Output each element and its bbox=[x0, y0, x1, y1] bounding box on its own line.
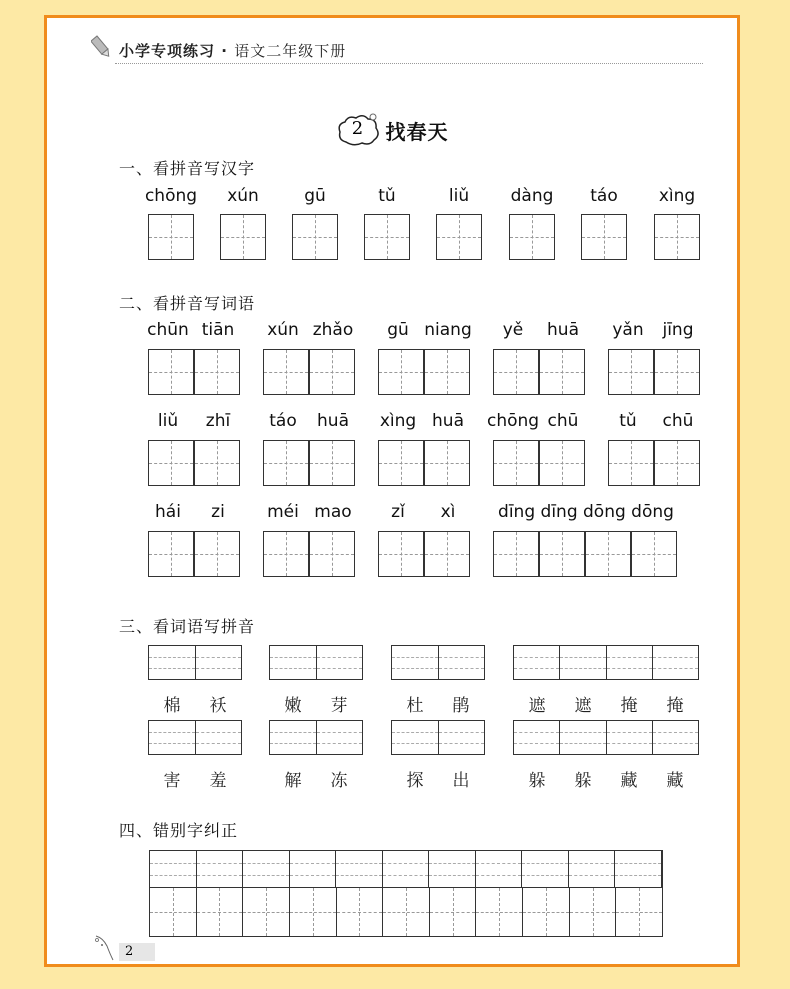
swirl-decoration-icon bbox=[93, 932, 117, 962]
hanzi-char: 芽 bbox=[330, 696, 348, 716]
pinyin-cell[interactable] bbox=[429, 851, 476, 887]
pinyin-writing-row[interactable] bbox=[269, 720, 363, 755]
tianzige-box[interactable] bbox=[424, 440, 470, 486]
pinyin-label: chūn bbox=[147, 320, 189, 340]
tianzige-box[interactable] bbox=[148, 214, 194, 260]
pinyin-label: zhǎo bbox=[312, 320, 354, 340]
lesson-number: 2 bbox=[351, 118, 364, 139]
pinyin-label: tǔ bbox=[378, 186, 396, 206]
hanzi-char: 遮 bbox=[574, 696, 592, 716]
tianzige-box[interactable] bbox=[378, 349, 424, 395]
pinyin-cell[interactable] bbox=[615, 851, 662, 887]
pinyin-cell[interactable] bbox=[607, 646, 653, 679]
tianzige-box[interactable] bbox=[539, 531, 585, 577]
tianzige-box[interactable] bbox=[378, 531, 424, 577]
pinyin-cell[interactable] bbox=[196, 646, 242, 679]
pinyin-cell[interactable] bbox=[317, 721, 363, 754]
pinyin-label: huā bbox=[317, 411, 349, 431]
tianzige-box[interactable] bbox=[608, 440, 654, 486]
pinyin-label: tǔ bbox=[619, 411, 637, 431]
pinyin-label: xún bbox=[227, 186, 259, 206]
header-separator: · bbox=[221, 42, 228, 60]
pinyin-cell[interactable] bbox=[196, 721, 242, 754]
pinyin-writing-row[interactable] bbox=[148, 720, 242, 755]
tianzige-cell[interactable] bbox=[430, 888, 477, 936]
pinyin-label: xìng bbox=[658, 186, 696, 206]
tianzige-box[interactable] bbox=[309, 531, 355, 577]
tianzige-box[interactable] bbox=[539, 349, 585, 395]
hanzi-char: 躲 bbox=[574, 771, 592, 791]
pinyin-label: chū bbox=[547, 411, 579, 431]
pinyin-cell[interactable] bbox=[392, 721, 439, 754]
worksheet-page bbox=[44, 15, 740, 967]
pinyin-label: méi bbox=[267, 502, 299, 522]
tianzige-cell[interactable] bbox=[150, 888, 197, 936]
pinyin-cell[interactable] bbox=[560, 721, 606, 754]
section3-title: 三、看词语写拼音 bbox=[119, 617, 256, 636]
header-title bbox=[119, 40, 346, 61]
pinyin-cell[interactable] bbox=[197, 851, 244, 887]
tianzige-cell[interactable] bbox=[616, 888, 662, 936]
pinyin-cell[interactable] bbox=[514, 646, 560, 679]
pinyin-writing-row[interactable] bbox=[391, 645, 485, 680]
tianzige-cell[interactable] bbox=[243, 888, 290, 936]
pinyin-label: táo bbox=[590, 186, 618, 206]
tianzige-box[interactable] bbox=[148, 531, 194, 577]
pinyin-cell[interactable] bbox=[653, 646, 698, 679]
pinyin-writing-row[interactable] bbox=[148, 645, 242, 680]
pinyin-cell[interactable] bbox=[383, 851, 430, 887]
tianzige-box[interactable] bbox=[220, 214, 266, 260]
correction-grid[interactable] bbox=[149, 850, 663, 937]
section1-title: 一、看拼音写汉字 bbox=[119, 159, 256, 178]
tianzige-cell[interactable] bbox=[570, 888, 617, 936]
pinyin-writing-row[interactable] bbox=[513, 645, 699, 680]
pinyin-cell[interactable] bbox=[476, 851, 523, 887]
pinyin-label: jīng bbox=[662, 320, 694, 340]
pinyin-cell[interactable] bbox=[336, 851, 383, 887]
tianzige-box[interactable] bbox=[309, 349, 355, 395]
tianzige-box[interactable] bbox=[424, 531, 470, 577]
hanzi-char: 羞 bbox=[209, 771, 227, 791]
pinyin-cell[interactable] bbox=[560, 646, 606, 679]
tianzige-box[interactable] bbox=[424, 349, 470, 395]
pinyin-label: xún bbox=[267, 320, 299, 340]
pinyin-cell[interactable] bbox=[243, 851, 290, 887]
pinyin-label: dīng dīng dōng dōng bbox=[498, 502, 674, 522]
tianzige-box[interactable] bbox=[148, 349, 194, 395]
hanzi-char: 害 bbox=[163, 771, 181, 791]
pinyin-label: liǔ bbox=[448, 186, 470, 206]
page-number: 2 bbox=[119, 943, 155, 961]
pinyin-cell[interactable] bbox=[514, 721, 560, 754]
pinyin-label: zǐ bbox=[391, 502, 405, 522]
tianzige-box[interactable] bbox=[364, 214, 410, 260]
pinyin-writing-row[interactable] bbox=[391, 720, 485, 755]
tianzige-box[interactable] bbox=[654, 440, 700, 486]
cloud-badge-icon bbox=[336, 112, 380, 148]
tianzige-box[interactable] bbox=[263, 349, 309, 395]
tianzige-box[interactable] bbox=[581, 214, 627, 260]
pinyin-label: chū bbox=[662, 411, 694, 431]
tianzige-box[interactable] bbox=[378, 440, 424, 486]
header-main-title: 小学专项练习 bbox=[119, 42, 216, 60]
tianzige-cell[interactable] bbox=[290, 888, 337, 936]
pinyin-label: hái bbox=[155, 502, 181, 522]
pinyin-label: huā bbox=[547, 320, 579, 340]
tianzige-cell[interactable] bbox=[523, 888, 570, 936]
hanzi-char: 掩 bbox=[666, 696, 684, 716]
section2-title: 二、看拼音写词语 bbox=[119, 294, 256, 313]
pinyin-label: zi bbox=[211, 502, 225, 522]
pinyin-cell[interactable] bbox=[290, 851, 337, 887]
hanzi-char: 掩 bbox=[620, 696, 638, 716]
pinyin-label: huā bbox=[432, 411, 464, 431]
pinyin-label: tiān bbox=[201, 320, 235, 340]
tianzige-box[interactable] bbox=[493, 440, 539, 486]
pinyin-label: mao bbox=[314, 502, 352, 522]
pinyin-label: chōng bbox=[144, 186, 198, 206]
pencil-icon bbox=[91, 34, 111, 60]
tianzige-box[interactable] bbox=[263, 531, 309, 577]
pinyin-label: yǎn bbox=[612, 320, 644, 340]
pinyin-label: liǔ bbox=[157, 411, 179, 431]
hanzi-char: 藏 bbox=[666, 771, 684, 791]
tianzige-box[interactable] bbox=[436, 214, 482, 260]
tianzige-box[interactable] bbox=[509, 214, 555, 260]
tianzige-box[interactable] bbox=[585, 531, 631, 577]
tianzige-box[interactable] bbox=[148, 440, 194, 486]
pinyin-cell[interactable] bbox=[270, 646, 317, 679]
pinyin-label: xì bbox=[440, 502, 456, 522]
tianzige-box[interactable] bbox=[194, 349, 240, 395]
tianzige-box[interactable] bbox=[309, 440, 355, 486]
tianzige-box[interactable] bbox=[654, 214, 700, 260]
tianzige-cell[interactable] bbox=[337, 888, 384, 936]
pinyin-label: chōng bbox=[487, 411, 540, 431]
tianzige-box[interactable] bbox=[631, 531, 677, 577]
pinyin-label: dàng bbox=[510, 186, 554, 206]
pinyin-cell[interactable] bbox=[569, 851, 616, 887]
hanzi-char: 躲 bbox=[528, 771, 546, 791]
pinyin-cell[interactable] bbox=[392, 646, 439, 679]
tianzige-cell[interactable] bbox=[476, 888, 523, 936]
pinyin-cell[interactable] bbox=[607, 721, 653, 754]
pinyin-label: xìng bbox=[379, 411, 417, 431]
pinyin-cell[interactable] bbox=[317, 646, 363, 679]
pinyin-cell[interactable] bbox=[149, 646, 196, 679]
pinyin-cell[interactable] bbox=[522, 851, 569, 887]
pinyin-label: gū bbox=[387, 320, 409, 340]
tianzige-cell[interactable] bbox=[383, 888, 430, 936]
hanzi-char: 藏 bbox=[620, 771, 638, 791]
tianzige-box[interactable] bbox=[654, 349, 700, 395]
header-divider bbox=[115, 63, 703, 64]
tianzige-box[interactable] bbox=[493, 531, 539, 577]
hanzi-char: 鹃 bbox=[452, 696, 470, 716]
hanzi-char: 探 bbox=[406, 771, 424, 791]
pinyin-cell[interactable] bbox=[439, 721, 485, 754]
pinyin-cell[interactable] bbox=[653, 721, 698, 754]
lesson-title: 找春天 bbox=[385, 119, 449, 144]
pinyin-label: niang bbox=[424, 320, 472, 340]
hanzi-char: 棉 bbox=[163, 696, 181, 716]
tianzige-box[interactable] bbox=[493, 349, 539, 395]
pinyin-cell[interactable] bbox=[150, 851, 197, 887]
hanzi-char: 解 bbox=[284, 771, 302, 791]
pinyin-label: gū bbox=[304, 186, 326, 206]
pinyin-label: zhī bbox=[205, 411, 231, 431]
hanzi-char: 嫩 bbox=[284, 696, 302, 716]
pinyin-cell[interactable] bbox=[439, 646, 485, 679]
pinyin-label: táo bbox=[269, 411, 297, 431]
pinyin-cell[interactable] bbox=[149, 721, 196, 754]
tianzige-box[interactable] bbox=[608, 349, 654, 395]
pinyin-cell[interactable] bbox=[270, 721, 317, 754]
hanzi-char: 袄 bbox=[209, 696, 227, 716]
hanzi-char: 遮 bbox=[528, 696, 546, 716]
hanzi-char: 出 bbox=[452, 771, 470, 791]
section4-title: 四、错别字纠正 bbox=[119, 821, 239, 840]
hanzi-char: 杜 bbox=[406, 696, 424, 716]
pinyin-writing-row[interactable] bbox=[269, 645, 363, 680]
lesson-heading bbox=[47, 112, 737, 152]
tianzige-box[interactable] bbox=[292, 214, 338, 260]
tianzige-box[interactable] bbox=[194, 531, 240, 577]
pinyin-writing-row[interactable] bbox=[513, 720, 699, 755]
tianzige-box[interactable] bbox=[263, 440, 309, 486]
pinyin-label: yě bbox=[502, 320, 524, 340]
tianzige-cell[interactable] bbox=[197, 888, 244, 936]
hanzi-char: 冻 bbox=[330, 771, 348, 791]
tianzige-box[interactable] bbox=[194, 440, 240, 486]
header-subtitle: 语文二年级下册 bbox=[234, 42, 347, 60]
tianzige-box[interactable] bbox=[539, 440, 585, 486]
